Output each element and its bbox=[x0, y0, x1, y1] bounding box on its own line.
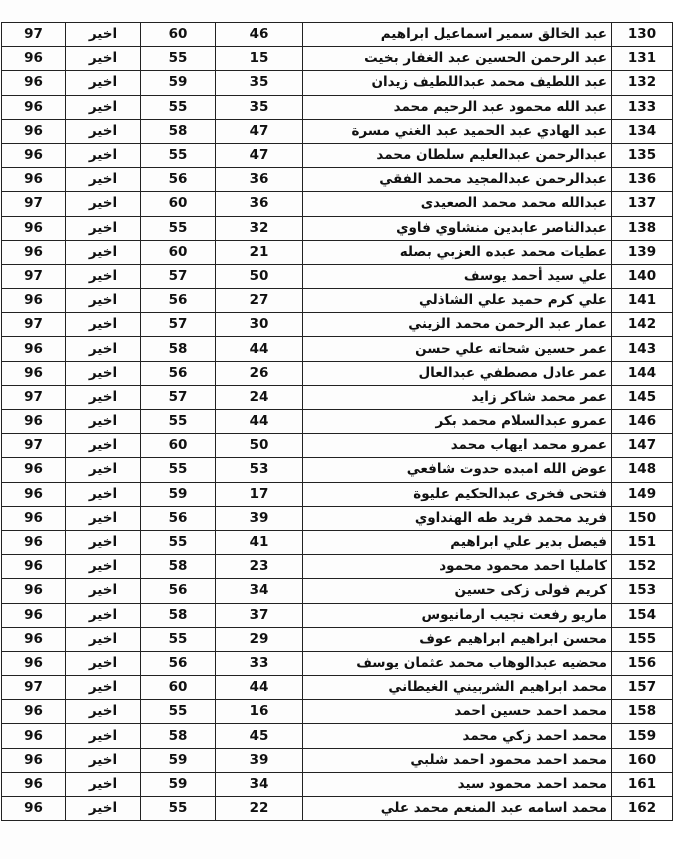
row-number-cell: 160 bbox=[612, 748, 673, 772]
student-name-cell: عمر حسين شحاته علي حسن bbox=[303, 337, 612, 361]
row-number-cell: 141 bbox=[612, 289, 673, 313]
student-name-cell: محمد احمد محمود سيد bbox=[303, 772, 612, 796]
score-2-cell: 55 bbox=[141, 797, 216, 821]
student-name-cell: عمار عبد الرحمن محمد الزيني bbox=[303, 313, 612, 337]
student-name-cell: عمر محمد شاكر زايد bbox=[303, 385, 612, 409]
total-score-cell: 96 bbox=[2, 651, 66, 675]
table-row bbox=[2, 748, 673, 772]
score-1-cell: 36 bbox=[216, 168, 303, 192]
grade-cell: اخير bbox=[66, 95, 141, 119]
table-row bbox=[2, 410, 673, 434]
student-name-cell: عمرو عبدالسلام محمد بكر bbox=[303, 410, 612, 434]
score-1-cell: 44 bbox=[216, 676, 303, 700]
table-row bbox=[2, 506, 673, 530]
grade-cell: اخير bbox=[66, 361, 141, 385]
table-row bbox=[2, 627, 673, 651]
score-1-cell: 23 bbox=[216, 555, 303, 579]
student-name-cell: علي كرم حميد علي الشاذلي bbox=[303, 289, 612, 313]
row-number-cell: 135 bbox=[612, 143, 673, 167]
score-2-cell: 55 bbox=[141, 530, 216, 554]
table-row bbox=[2, 555, 673, 579]
results-table bbox=[1, 22, 673, 821]
score-2-cell: 55 bbox=[141, 458, 216, 482]
student-name-cell: عبد الخالق سمير اسماعيل ابراهيم bbox=[303, 23, 612, 47]
total-score-cell: 96 bbox=[2, 47, 66, 71]
row-number-cell: 148 bbox=[612, 458, 673, 482]
score-2-cell: 60 bbox=[141, 192, 216, 216]
row-number-cell: 156 bbox=[612, 651, 673, 675]
student-name-cell: فتحى فخرى عبدالحكيم عليوة bbox=[303, 482, 612, 506]
table-row bbox=[2, 724, 673, 748]
student-name-cell: محمد احمد حسين احمد bbox=[303, 700, 612, 724]
grade-cell: اخير bbox=[66, 530, 141, 554]
table-row bbox=[2, 434, 673, 458]
score-2-cell: 59 bbox=[141, 772, 216, 796]
score-1-cell: 33 bbox=[216, 651, 303, 675]
score-1-cell: 21 bbox=[216, 240, 303, 264]
table-row bbox=[2, 337, 673, 361]
total-score-cell: 96 bbox=[2, 71, 66, 95]
row-number-cell: 159 bbox=[612, 724, 673, 748]
student-name-cell: عبد الهادي عبد الحميد عبد الغني مسرة bbox=[303, 119, 612, 143]
grade-cell: اخير bbox=[66, 676, 141, 700]
row-number-cell: 153 bbox=[612, 579, 673, 603]
total-score-cell: 96 bbox=[2, 579, 66, 603]
table-row bbox=[2, 482, 673, 506]
grade-cell: اخير bbox=[66, 434, 141, 458]
score-2-cell: 58 bbox=[141, 555, 216, 579]
score-1-cell: 34 bbox=[216, 772, 303, 796]
student-name-cell: كريم فولى زكى حسين bbox=[303, 579, 612, 603]
table-row bbox=[2, 264, 673, 288]
row-number-cell: 145 bbox=[612, 385, 673, 409]
row-number-cell: 150 bbox=[612, 506, 673, 530]
grade-cell: اخير bbox=[66, 385, 141, 409]
student-name-cell: كامليا احمد محمود محمود bbox=[303, 555, 612, 579]
grade-cell: اخير bbox=[66, 506, 141, 530]
grade-cell: اخير bbox=[66, 313, 141, 337]
student-name-cell: علي سيد أحمد يوسف bbox=[303, 264, 612, 288]
row-number-cell: 140 bbox=[612, 264, 673, 288]
score-1-cell: 47 bbox=[216, 143, 303, 167]
student-name-cell: عبدالرحمن عبدالمجيد محمد الفقي bbox=[303, 168, 612, 192]
score-2-cell: 60 bbox=[141, 240, 216, 264]
grade-cell: اخير bbox=[66, 240, 141, 264]
student-name-cell: عبد الله محمود عبد الرحيم محمد bbox=[303, 95, 612, 119]
score-1-cell: 24 bbox=[216, 385, 303, 409]
total-score-cell: 96 bbox=[2, 216, 66, 240]
score-2-cell: 57 bbox=[141, 264, 216, 288]
grade-cell: اخير bbox=[66, 143, 141, 167]
total-score-cell: 96 bbox=[2, 603, 66, 627]
score-1-cell: 53 bbox=[216, 458, 303, 482]
row-number-cell: 142 bbox=[612, 313, 673, 337]
table-row bbox=[2, 603, 673, 627]
row-number-cell: 134 bbox=[612, 119, 673, 143]
grade-cell: اخير bbox=[66, 168, 141, 192]
score-1-cell: 22 bbox=[216, 797, 303, 821]
row-number-cell: 139 bbox=[612, 240, 673, 264]
score-1-cell: 44 bbox=[216, 337, 303, 361]
row-number-cell: 143 bbox=[612, 337, 673, 361]
student-name-cell: فريد محمد فريد طه الهنداوي bbox=[303, 506, 612, 530]
student-name-cell: محمد ابراهيم الشربيني الغيطاني bbox=[303, 676, 612, 700]
score-1-cell: 15 bbox=[216, 47, 303, 71]
table-row bbox=[2, 71, 673, 95]
total-score-cell: 96 bbox=[2, 168, 66, 192]
row-number-cell: 149 bbox=[612, 482, 673, 506]
grade-cell: اخير bbox=[66, 119, 141, 143]
grade-cell: اخير bbox=[66, 337, 141, 361]
total-score-cell: 96 bbox=[2, 530, 66, 554]
total-score-cell: 96 bbox=[2, 458, 66, 482]
grade-cell: اخير bbox=[66, 216, 141, 240]
score-1-cell: 47 bbox=[216, 119, 303, 143]
total-score-cell: 96 bbox=[2, 748, 66, 772]
row-number-cell: 154 bbox=[612, 603, 673, 627]
row-number-cell: 155 bbox=[612, 627, 673, 651]
row-number-cell: 157 bbox=[612, 676, 673, 700]
student-name-cell: محضيه عبدالوهاب محمد عثمان يوسف bbox=[303, 651, 612, 675]
grade-cell: اخير bbox=[66, 482, 141, 506]
grade-cell: اخير bbox=[66, 289, 141, 313]
total-score-cell: 97 bbox=[2, 676, 66, 700]
score-2-cell: 58 bbox=[141, 724, 216, 748]
score-2-cell: 55 bbox=[141, 143, 216, 167]
table-row bbox=[2, 216, 673, 240]
grade-cell: اخير bbox=[66, 627, 141, 651]
grade-cell: اخير bbox=[66, 23, 141, 47]
score-1-cell: 35 bbox=[216, 95, 303, 119]
score-1-cell: 36 bbox=[216, 192, 303, 216]
score-2-cell: 55 bbox=[141, 627, 216, 651]
row-number-cell: 161 bbox=[612, 772, 673, 796]
score-2-cell: 56 bbox=[141, 361, 216, 385]
table-row bbox=[2, 289, 673, 313]
student-name-cell: عوض الله امبده حدوت شافعي bbox=[303, 458, 612, 482]
student-name-cell: عبد اللطيف محمد عبداللطيف زيدان bbox=[303, 71, 612, 95]
score-2-cell: 55 bbox=[141, 47, 216, 71]
row-number-cell: 158 bbox=[612, 700, 673, 724]
total-score-cell: 97 bbox=[2, 23, 66, 47]
row-number-cell: 137 bbox=[612, 192, 673, 216]
row-number-cell: 146 bbox=[612, 410, 673, 434]
score-1-cell: 45 bbox=[216, 724, 303, 748]
total-score-cell: 96 bbox=[2, 410, 66, 434]
score-2-cell: 56 bbox=[141, 651, 216, 675]
total-score-cell: 96 bbox=[2, 361, 66, 385]
grade-cell: اخير bbox=[66, 264, 141, 288]
score-1-cell: 17 bbox=[216, 482, 303, 506]
grade-cell: اخير bbox=[66, 724, 141, 748]
student-name-cell: محمد اسامه عبد المنعم محمد علي bbox=[303, 797, 612, 821]
score-2-cell: 56 bbox=[141, 579, 216, 603]
total-score-cell: 96 bbox=[2, 627, 66, 651]
score-1-cell: 50 bbox=[216, 264, 303, 288]
grade-cell: اخير bbox=[66, 797, 141, 821]
score-2-cell: 55 bbox=[141, 700, 216, 724]
table-row bbox=[2, 143, 673, 167]
score-1-cell: 16 bbox=[216, 700, 303, 724]
total-score-cell: 96 bbox=[2, 240, 66, 264]
score-2-cell: 55 bbox=[141, 95, 216, 119]
score-2-cell: 55 bbox=[141, 410, 216, 434]
score-2-cell: 57 bbox=[141, 313, 216, 337]
table-row bbox=[2, 23, 673, 47]
row-number-cell: 136 bbox=[612, 168, 673, 192]
total-score-cell: 96 bbox=[2, 482, 66, 506]
total-score-cell: 96 bbox=[2, 95, 66, 119]
student-name-cell: محمد احمد محمود احمد شلبي bbox=[303, 748, 612, 772]
score-2-cell: 58 bbox=[141, 119, 216, 143]
score-1-cell: 27 bbox=[216, 289, 303, 313]
total-score-cell: 96 bbox=[2, 119, 66, 143]
total-score-cell: 96 bbox=[2, 797, 66, 821]
score-1-cell: 39 bbox=[216, 506, 303, 530]
grade-cell: اخير bbox=[66, 603, 141, 627]
row-number-cell: 144 bbox=[612, 361, 673, 385]
table-row bbox=[2, 676, 673, 700]
score-1-cell: 34 bbox=[216, 579, 303, 603]
student-name-cell: فيصل بدير علي ابراهيم bbox=[303, 530, 612, 554]
table-row bbox=[2, 700, 673, 724]
grade-cell: اخير bbox=[66, 410, 141, 434]
student-name-cell: عمرو محمد ايهاب محمد bbox=[303, 434, 612, 458]
table-row bbox=[2, 240, 673, 264]
score-2-cell: 56 bbox=[141, 506, 216, 530]
total-score-cell: 96 bbox=[2, 143, 66, 167]
grade-cell: اخير bbox=[66, 47, 141, 71]
table-row bbox=[2, 168, 673, 192]
row-number-cell: 133 bbox=[612, 95, 673, 119]
row-number-cell: 138 bbox=[612, 216, 673, 240]
table-row bbox=[2, 651, 673, 675]
score-2-cell: 55 bbox=[141, 216, 216, 240]
score-1-cell: 29 bbox=[216, 627, 303, 651]
row-number-cell: 152 bbox=[612, 555, 673, 579]
score-1-cell: 26 bbox=[216, 361, 303, 385]
grade-cell: اخير bbox=[66, 772, 141, 796]
row-number-cell: 151 bbox=[612, 530, 673, 554]
table-row bbox=[2, 772, 673, 796]
score-2-cell: 58 bbox=[141, 337, 216, 361]
student-name-cell: عبدالرحمن عبدالعليم سلطان محمد bbox=[303, 143, 612, 167]
score-2-cell: 56 bbox=[141, 289, 216, 313]
student-name-cell: عبدالله محمد محمد الصعيدى bbox=[303, 192, 612, 216]
score-1-cell: 41 bbox=[216, 530, 303, 554]
total-score-cell: 96 bbox=[2, 289, 66, 313]
total-score-cell: 96 bbox=[2, 724, 66, 748]
grade-cell: اخير bbox=[66, 192, 141, 216]
student-name-cell: عبدالناصر عابدين منشاوي فاوي bbox=[303, 216, 612, 240]
total-score-cell: 97 bbox=[2, 192, 66, 216]
total-score-cell: 96 bbox=[2, 506, 66, 530]
table-row bbox=[2, 579, 673, 603]
row-number-cell: 130 bbox=[612, 23, 673, 47]
grade-cell: اخير bbox=[66, 748, 141, 772]
score-2-cell: 57 bbox=[141, 385, 216, 409]
score-2-cell: 59 bbox=[141, 482, 216, 506]
score-1-cell: 50 bbox=[216, 434, 303, 458]
score-2-cell: 56 bbox=[141, 168, 216, 192]
score-1-cell: 44 bbox=[216, 410, 303, 434]
score-1-cell: 32 bbox=[216, 216, 303, 240]
score-2-cell: 58 bbox=[141, 603, 216, 627]
grade-cell: اخير bbox=[66, 555, 141, 579]
row-number-cell: 132 bbox=[612, 71, 673, 95]
total-score-cell: 96 bbox=[2, 700, 66, 724]
table-row bbox=[2, 192, 673, 216]
student-name-cell: محسن ابراهيم ابراهيم عوف bbox=[303, 627, 612, 651]
total-score-cell: 97 bbox=[2, 385, 66, 409]
row-number-cell: 162 bbox=[612, 797, 673, 821]
score-2-cell: 60 bbox=[141, 676, 216, 700]
total-score-cell: 97 bbox=[2, 264, 66, 288]
student-name-cell: عمر عادل مصطفي عبدالعال bbox=[303, 361, 612, 385]
row-number-cell: 131 bbox=[612, 47, 673, 71]
total-score-cell: 97 bbox=[2, 313, 66, 337]
score-1-cell: 37 bbox=[216, 603, 303, 627]
score-2-cell: 59 bbox=[141, 71, 216, 95]
score-1-cell: 46 bbox=[216, 23, 303, 47]
total-score-cell: 97 bbox=[2, 434, 66, 458]
score-1-cell: 35 bbox=[216, 71, 303, 95]
grade-cell: اخير bbox=[66, 458, 141, 482]
total-score-cell: 96 bbox=[2, 772, 66, 796]
table-row bbox=[2, 797, 673, 821]
score-1-cell: 30 bbox=[216, 313, 303, 337]
total-score-cell: 96 bbox=[2, 555, 66, 579]
grade-cell: اخير bbox=[66, 579, 141, 603]
row-number-cell: 147 bbox=[612, 434, 673, 458]
score-2-cell: 60 bbox=[141, 23, 216, 47]
table-row bbox=[2, 47, 673, 71]
grade-cell: اخير bbox=[66, 71, 141, 95]
results-table-body bbox=[2, 23, 673, 821]
student-name-cell: محمد احمد زكي محمد bbox=[303, 724, 612, 748]
grade-cell: اخير bbox=[66, 700, 141, 724]
score-2-cell: 60 bbox=[141, 434, 216, 458]
score-2-cell: 59 bbox=[141, 748, 216, 772]
table-row bbox=[2, 95, 673, 119]
table-row bbox=[2, 119, 673, 143]
table-row bbox=[2, 361, 673, 385]
student-name-cell: عطيات محمد عبده العزبي بصله bbox=[303, 240, 612, 264]
score-1-cell: 39 bbox=[216, 748, 303, 772]
table-row bbox=[2, 385, 673, 409]
table-row bbox=[2, 530, 673, 554]
student-name-cell: عبد الرحمن الحسين عبد الغفار بخيت bbox=[303, 47, 612, 71]
cropped-top-edge bbox=[0, 0, 640, 22]
total-score-cell: 96 bbox=[2, 337, 66, 361]
table-row bbox=[2, 313, 673, 337]
grade-cell: اخير bbox=[66, 651, 141, 675]
student-name-cell: ماريو رفعت نجيب ارمانيوس bbox=[303, 603, 612, 627]
table-row bbox=[2, 458, 673, 482]
